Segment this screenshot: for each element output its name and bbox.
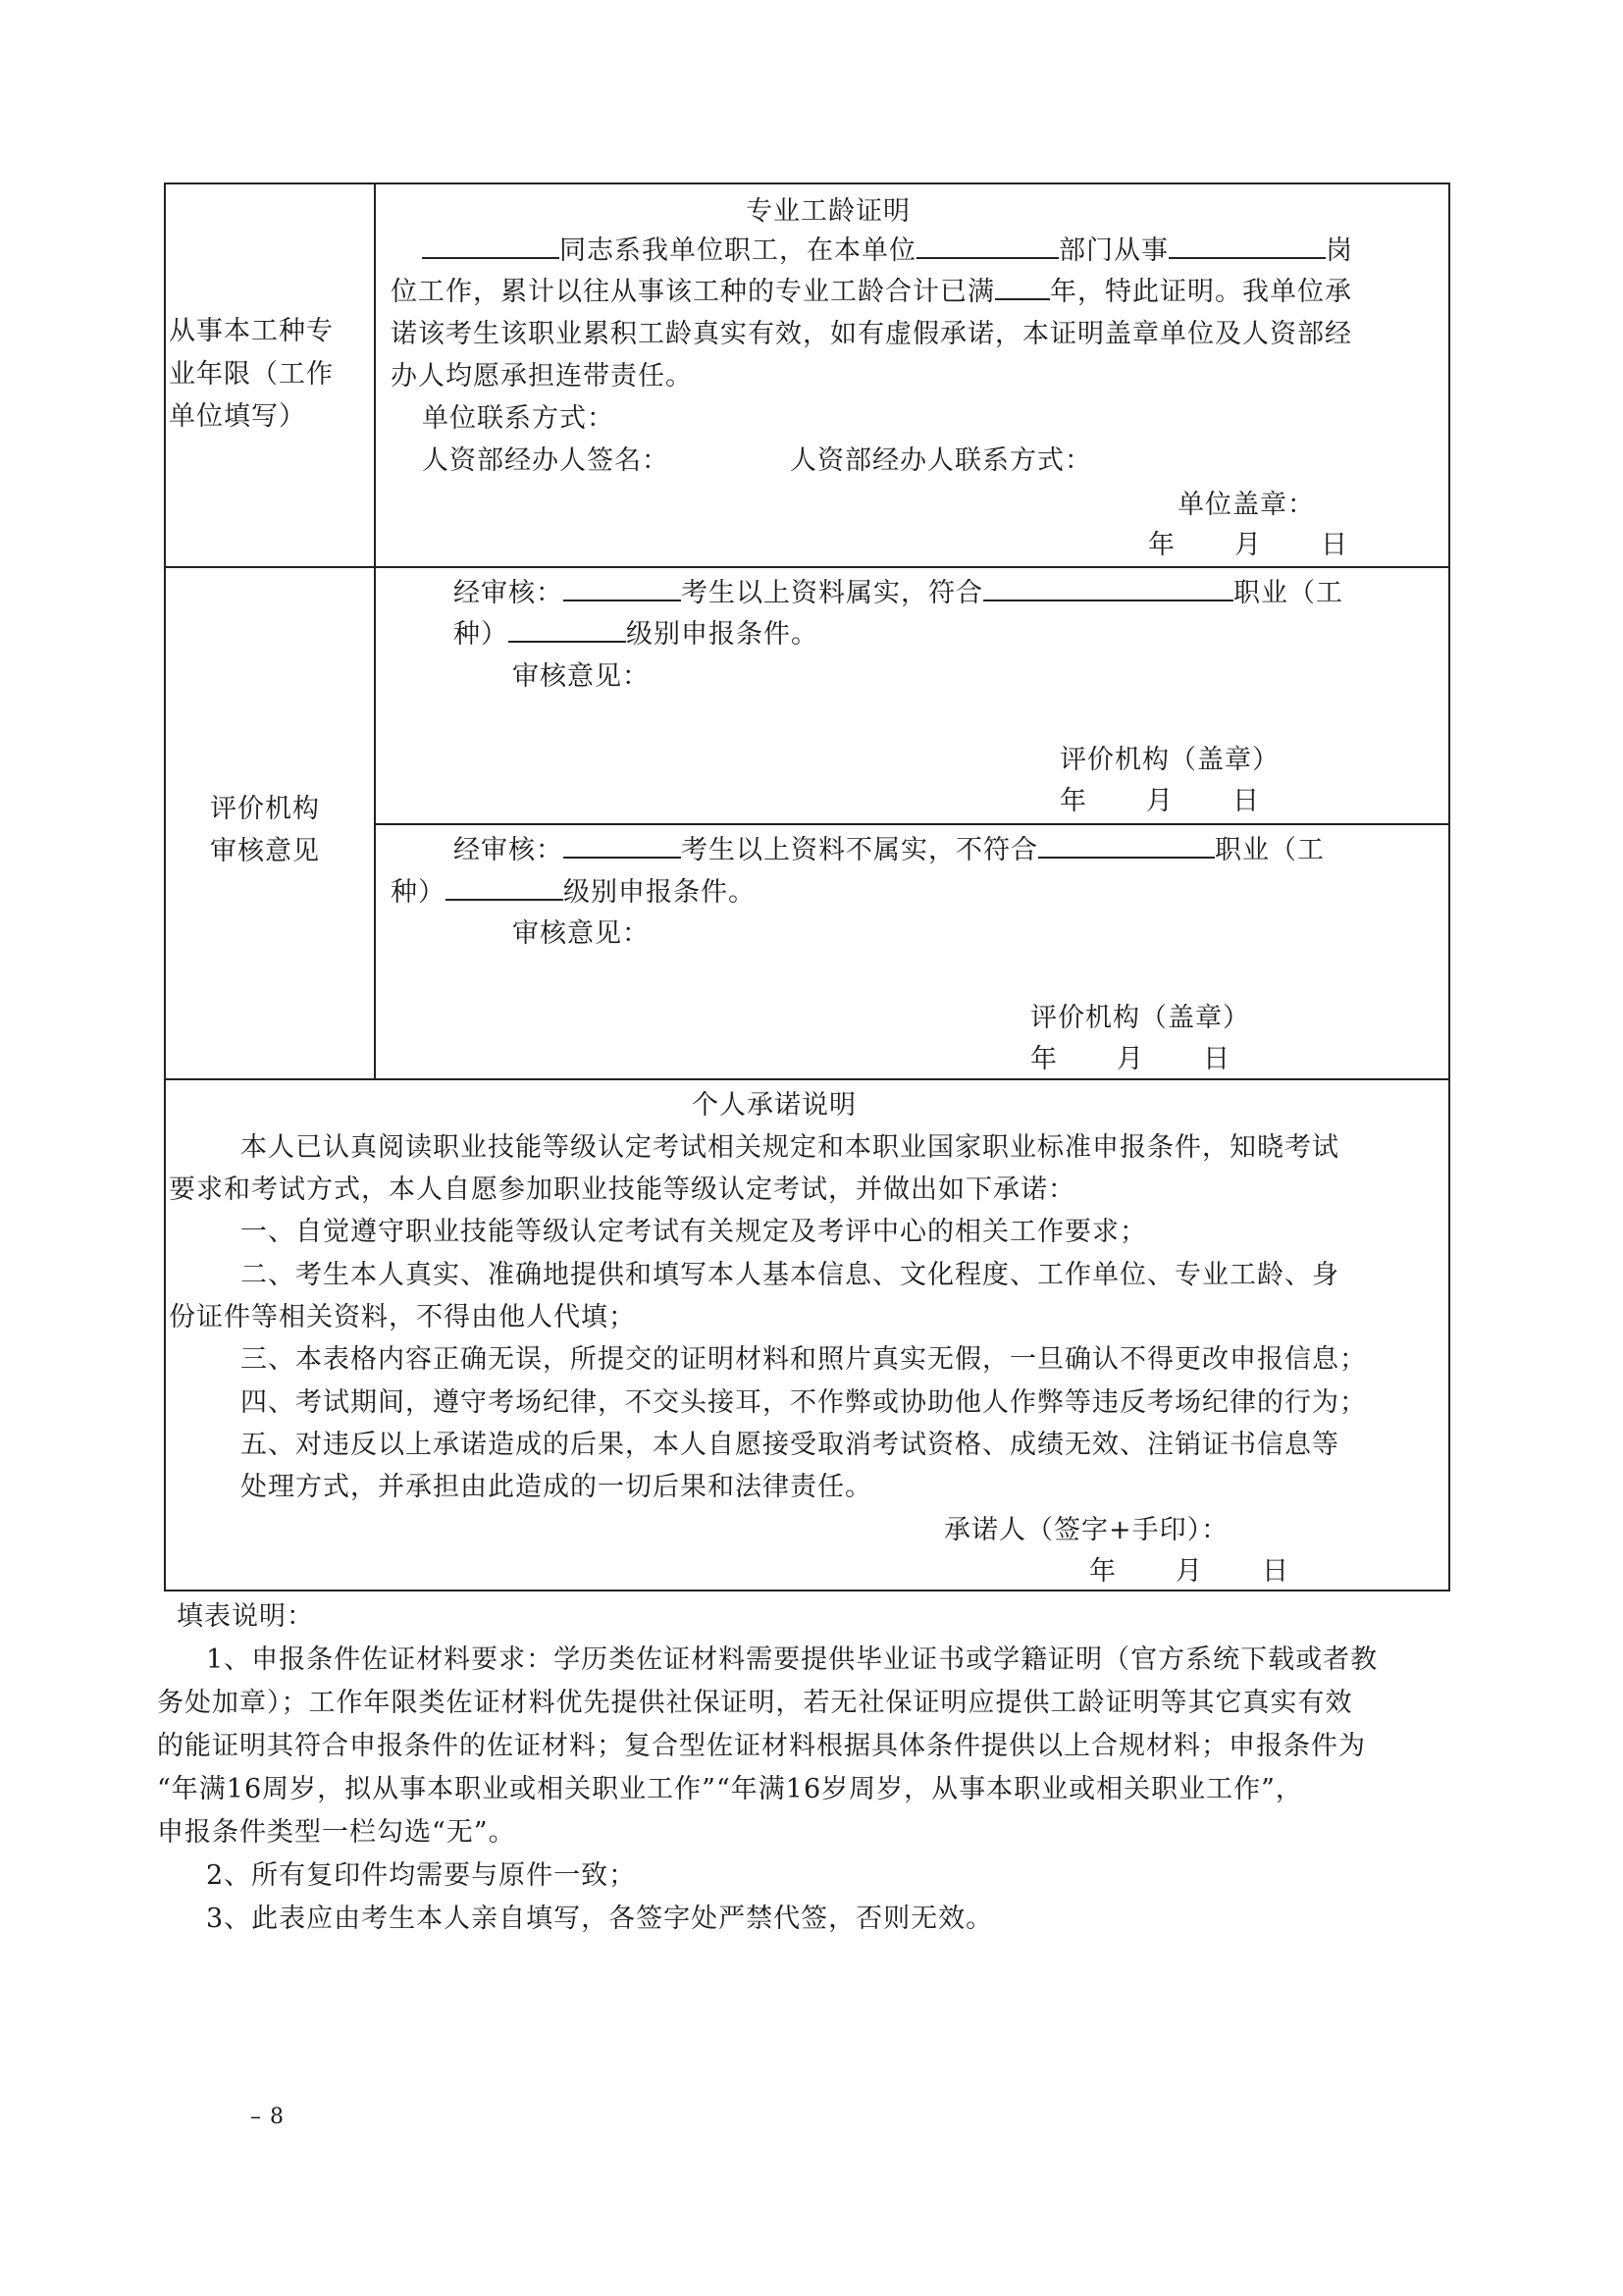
pledge-line: 二、考生本人真实、准确地提供和填写本人基本信息、文化程度、工作单位、专业工龄、身 xyxy=(240,1260,1339,1290)
instruction-line: “年满16周岁，拟从事本职业或相关职业工作”“年满16岁周岁，从事本职业或相关职业工作”， xyxy=(157,1774,1303,1804)
reject-candidate-blank[interactable] xyxy=(563,831,681,859)
pledge-date: 年 月 日 xyxy=(1089,1556,1289,1587)
reject-level-blank[interactable] xyxy=(445,873,563,901)
instruction-line: 务处加章）；工作年限类佐证材料优先提供社保证明，若无社保证明应提供工龄证明等其它真实有效 xyxy=(157,1688,1353,1718)
reject-occupation-blank[interactable] xyxy=(1038,831,1215,859)
pledge-signer-label: 承诺人（签字+手印）： xyxy=(944,1515,1230,1545)
review-label-line: 审核意见 xyxy=(210,836,320,866)
approve-line-1: 经审核： 考生以上资料属实，符合 职业（工 xyxy=(453,574,1343,613)
certificate-line-3: 诺该考生该职业累积工龄真实有效，如有虚假承诺，本证明盖章单位及人资部经 xyxy=(391,319,1352,349)
department-blank[interactable] xyxy=(916,232,1059,259)
pledge-line: 处理方式，并承担由此造成的一切后果和法律责任。 xyxy=(240,1472,872,1502)
approve-occupation-blank[interactable] xyxy=(983,574,1233,601)
instruction-line: 3、此表应由考生本人亲自填写，各签字处严禁代签，否则无效。 xyxy=(206,1904,994,1934)
page-number: – 8 xyxy=(250,2105,285,2129)
column-divider xyxy=(374,183,376,1080)
reject-opinion-label: 审核意见： xyxy=(512,918,650,949)
table-border-left xyxy=(164,183,166,1592)
approve-line-2: 种） 级别申报条件。 xyxy=(453,615,818,654)
pledge-line: 四、考试期间，遵守考场纪律，不交头接耳，不作弊或协助他人作弊等违反考场纪律的行为； xyxy=(240,1387,1367,1418)
instruction-line: 1、申报条件佐证材料要求：学历类佐证材料需要提供毕业证书或学籍证明（官方系统下载或者教 xyxy=(206,1644,1379,1675)
approve-date: 年 月 日 xyxy=(1060,786,1260,816)
row-divider-1 xyxy=(164,566,1450,568)
years-blank[interactable] xyxy=(995,273,1050,300)
instruction-line: 申报条件类型一栏勾选“无”。 xyxy=(157,1817,516,1848)
certificate-line-2: 位工作，累计以往从事该工种的专业工龄合计已满 年，特此证明。我单位承 xyxy=(391,273,1352,312)
pledge-line: 份证件等相关资料，不得由他人代填； xyxy=(169,1302,636,1332)
pledge-line: 本人已认真阅读职业技能等级认定考试相关规定和本职业国家职业标准申报条件，知晓考试 xyxy=(240,1132,1339,1163)
instructions-title: 填表说明： xyxy=(177,1601,314,1632)
unit-date: 年 月 日 xyxy=(1148,530,1348,560)
unit-seal-label: 单位盖章： xyxy=(1178,490,1315,520)
pledge-line: 三、本表格内容正确无误，所提交的证明材料和照片真实无假，一旦确认不得更改申报信息； xyxy=(240,1344,1367,1375)
reject-line-1: 经审核： 考生以上资料不属实，不符合 职业（工 xyxy=(453,831,1325,870)
row-divider-2 xyxy=(164,1078,1450,1080)
certificate-line-1: 同志系我单位职工，在本单位 部门从事 岗 xyxy=(422,232,1353,271)
pledge-line: 五、对违反以上承诺造成的后果，本人自愿接受取消考试资格、成绩无效、注销证书信息等 xyxy=(240,1430,1339,1460)
table-border-right xyxy=(1448,183,1450,1592)
instruction-line: 的能证明其符合申报条件的佐证材料；复合型佐证材料根据具体条件提供以上合规材料；申报条件为 xyxy=(157,1731,1366,1761)
reject-org-seal: 评价机构（盖章） xyxy=(1030,1003,1250,1033)
pledge-line: 一、自觉遵守职业技能等级认定考试有关规定及考评中心的相关工作要求； xyxy=(240,1217,1147,1247)
review-inner-divider xyxy=(374,823,1450,825)
work-years-label-line: 从事本工种专 xyxy=(169,316,334,346)
hr-sign-label: 人资部经办人签名： xyxy=(422,445,669,476)
position-blank[interactable] xyxy=(1169,232,1326,259)
table-border-top xyxy=(164,183,1450,184)
instruction-line: 2、所有复印件均需要与原件一致； xyxy=(206,1860,637,1891)
reject-date: 年 月 日 xyxy=(1030,1044,1230,1074)
hr-contact-label: 人资部经办人联系方式： xyxy=(790,445,1092,476)
approve-candidate-blank[interactable] xyxy=(563,574,681,601)
unit-contact-label: 单位联系方式： xyxy=(422,403,614,434)
approve-level-blank[interactable] xyxy=(508,615,626,643)
approve-opinion-label: 审核意见： xyxy=(512,661,650,692)
review-label-line: 评价机构 xyxy=(210,794,320,824)
certificate-title: 专业工龄证明 xyxy=(746,196,911,227)
pledge-line: 要求和考试方式，本人自愿参加职业技能等级认定考试，并做出如下承诺： xyxy=(169,1174,1075,1205)
certificate-line-4: 办人均愿承担连带责任。 xyxy=(391,361,693,391)
work-years-label-line: 单位填写） xyxy=(169,401,306,432)
approve-org-seal: 评价机构（盖章） xyxy=(1060,745,1280,775)
pledge-title: 个人承诺说明 xyxy=(692,1090,857,1121)
work-years-label-line: 业年限（工作 xyxy=(169,359,334,390)
reject-line-2: 种） 级别申报条件。 xyxy=(391,873,756,913)
name-blank[interactable] xyxy=(422,232,559,259)
